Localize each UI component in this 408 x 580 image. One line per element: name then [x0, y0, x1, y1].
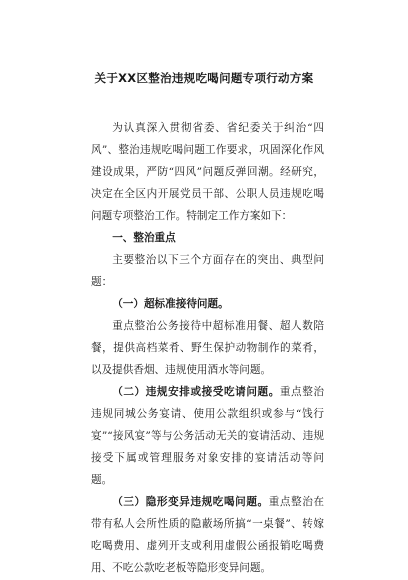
item-paragraph-1: 重点整治公务接待中超标准用餐、超人数陪餐，提供高档菜肴、野生保护动物制作的菜肴，以及提供香烟、违规使用酒水等问题。: [91, 320, 324, 376]
intro-paragraph: 为认真深入贯彻省委、省纪委关于纠治“四风”、整治违规吃喝问题工作要求，巩固深化作风建设成果，严防“四风”问题反弹回潮。经研究，决定在全区内开展党员干部、公职人员违规吃喝问题专项整治工作。特制定工作方案如下：: [91, 122, 324, 222]
item-text-2: 重点整治违规同城公务宴请、使用公款组织或参与“饯行宴”“接风宴”等与公务活动无关的宴请活动、违规接受下属或管理服务对象安排的宴请活动等问题。: [91, 386, 325, 486]
item-paragraph-3: [91, 491, 324, 579]
document-title: 关于XX区整治违规吃喝问题专项行动方案: [94, 71, 314, 85]
item-heading-2: （二）违规安排或接受吃请问题。: [112, 386, 280, 398]
section-lead-paragraph: 主要整治以下三个方面存在的突出、典型问题：: [91, 254, 324, 288]
item-heading-1: （一）超标准接待问题。: [112, 298, 229, 310]
item-paragraph-2: [91, 381, 324, 491]
document-body: [91, 117, 324, 579]
item-heading-3: （三）隐形变异违规吃喝问题。: [112, 496, 269, 508]
section-heading-1: 一、整治重点: [112, 232, 176, 244]
item-text-3: 重点整治在带有私人会所性质的隐蔽场所搞“一桌餐”、转嫁吃喝费用、虚列开支或利用虚假公函报销吃喝费用、不吃公款吃老板等隐形变异问题。: [91, 496, 325, 574]
